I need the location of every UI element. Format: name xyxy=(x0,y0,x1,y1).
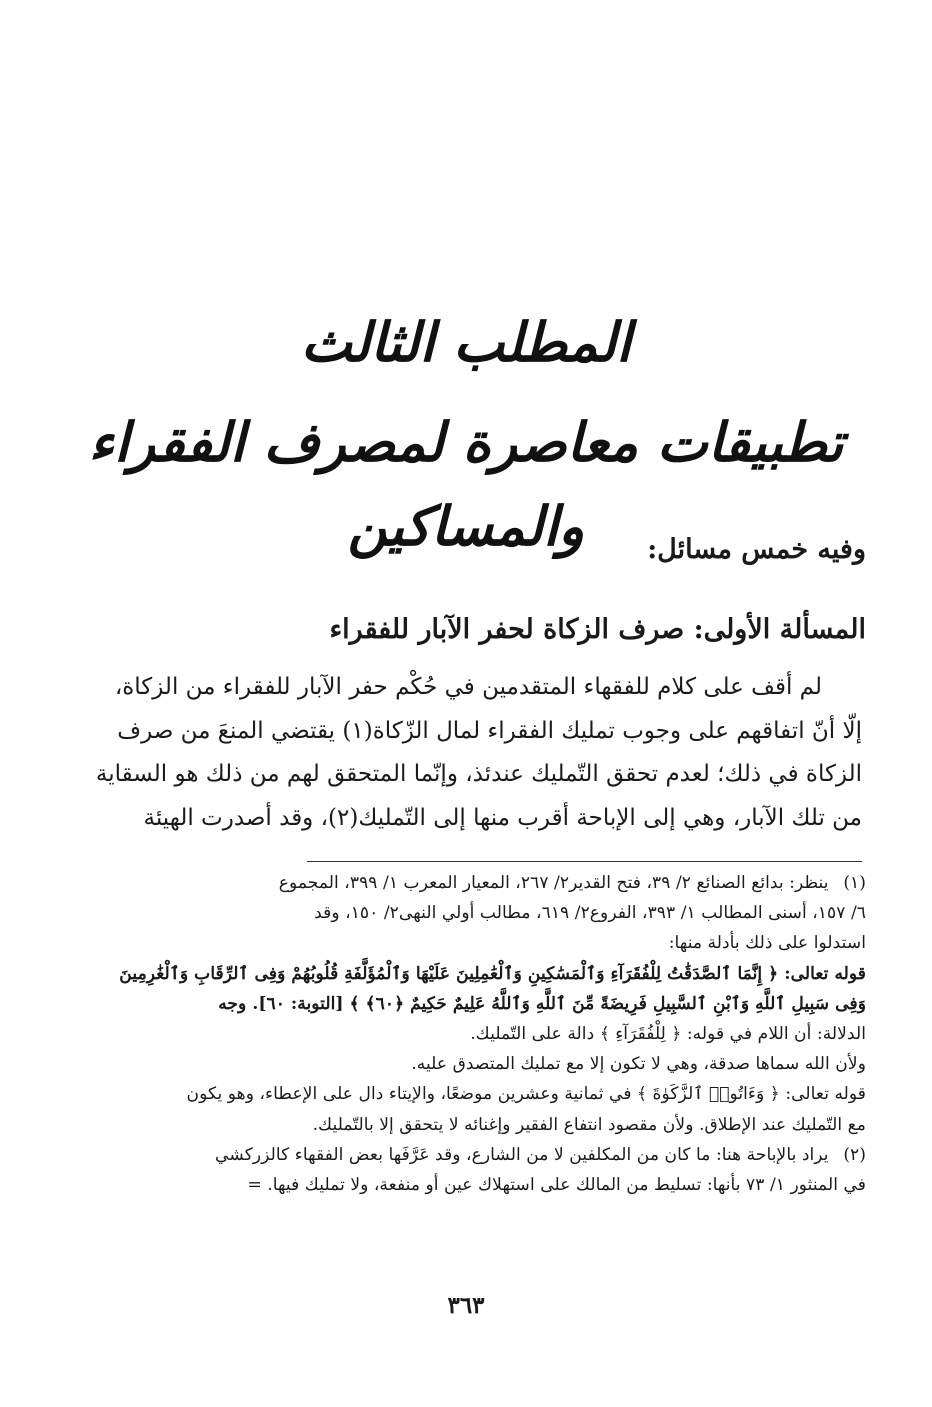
quran-verse-line: وَفِى سَبِيلِ ٱللَّهِ وَٱبْنِ ٱلسَّبِيلِ فَرِيضَةً مِّنَ ٱللَّهِ وَٱللَّهُ عَلِيمٌ حَكِيمٌ ﴿٦٠﴾ ﴾ [التوبة: ٦٠]. وجه xyxy=(218,993,866,1014)
issue-heading: المسألة الأولى: صرف الزكاة لحفر الآبار للفقراء xyxy=(329,614,866,645)
footnote-line: الدلالة: أن اللام في قوله: ﴿ لِلْفُقَرَآءِ ﴾ دالة على التّمليك. xyxy=(470,1024,866,1045)
footnotes xyxy=(66,868,866,1200)
footnote-divider xyxy=(307,861,862,862)
quran-verse-line: قوله تعالى: ﴿ إِنَّمَا ٱلصَّدَقَٰتُ لِلْفُقَرَآءِ وَٱلْمَسَٰكِينِ وَٱلْعَٰمِلِينَ عَلَيْهَا وَٱلْمُؤَلَّفَةِ قُلُوبُهُمْ وَفِى ٱلرِّقَابِ وَٱلْغَٰرِمِينَ xyxy=(119,963,866,984)
intro-line: وفيه خمس مسائل: xyxy=(647,534,866,565)
footnote-line: ٦/ ١٥٧، أسنى المطالب ١/ ٣٩٣، الفروع٢/ ٦١٩، مطالب أولي النهى٢/ ١٥٠، وقد xyxy=(314,903,866,924)
footnote-2 xyxy=(66,1140,866,1200)
body-line: من تلك الآبار، وهي إلى الإباحة أقرب منها إلى التّمليك(٢)، وقد أصدرت الهيئة xyxy=(143,804,862,831)
footnote-line: (١) ينظر: بدائع الصنائع ٢/ ٣٩، فتح القدير٢/ ٢٦٧، المعيار المعرب ١/ ٣٩٩، المجموع xyxy=(66,868,866,898)
body-line: الزكاة في ذلك؛ لعدم تحقق التّمليك عندئذ، وإنّما المتحقق لهم من ذلك هو السقاية xyxy=(95,761,862,787)
footnote-line: ولأن الله سماها صدقة، وهي لا تكون إلا مع تمليك المتصدق عليه. xyxy=(411,1054,866,1075)
footnote-line: في المنثور ١/ ٧٣ بأنها: تسليط من المالك على استهلاك عين أو منفعة، ولا تمليك فيها. = xyxy=(247,1175,866,1196)
body-paragraph xyxy=(70,666,862,840)
section-subtitle: تطبيقات معاصرة لمصرف الفقراء والمساكين xyxy=(88,410,844,558)
footnote-1 xyxy=(66,868,866,1140)
footnote-line: قوله تعالى: ﴿ وَءَاتُوا۟ ٱلزَّكَوٰةَ ﴾ في ثمانية وعشرين موضعًا، والإيتاء دال على الإعطاء، وهو يكون xyxy=(186,1084,866,1105)
footnote-line: (٢) يراد بالإباحة هنا: ما كان من المكلفين لا من الشارع، وقد عَرَّفَها بعض الفقهاء كالزركشي xyxy=(66,1140,866,1170)
footnote-number: (١) xyxy=(843,873,866,893)
footnote-number: (٢) xyxy=(843,1144,866,1165)
footnote-line: استدلوا على ذلك بأدلة منها: xyxy=(668,933,866,954)
footnote-line: مع التّمليك عند الإطلاق. ولأن مقصود انتفاع الفقير وإغنائه لا يتحقق إلا بالتّمليك. xyxy=(312,1114,866,1135)
section-title: المطلب الثالث xyxy=(300,310,632,374)
body-line: لم أقف على كلام للفقهاء المتقدمين في حُكْم حفر الآبار للفقراء من الزكاة، xyxy=(114,674,822,700)
body-line: إلّا أنّ اتفاقهم على وجوب تمليك الفقراء لمال الزّكاة(١) يقتضي المنعَ من صرف xyxy=(117,717,862,744)
page-number: ٣٦٣ xyxy=(447,1292,485,1319)
